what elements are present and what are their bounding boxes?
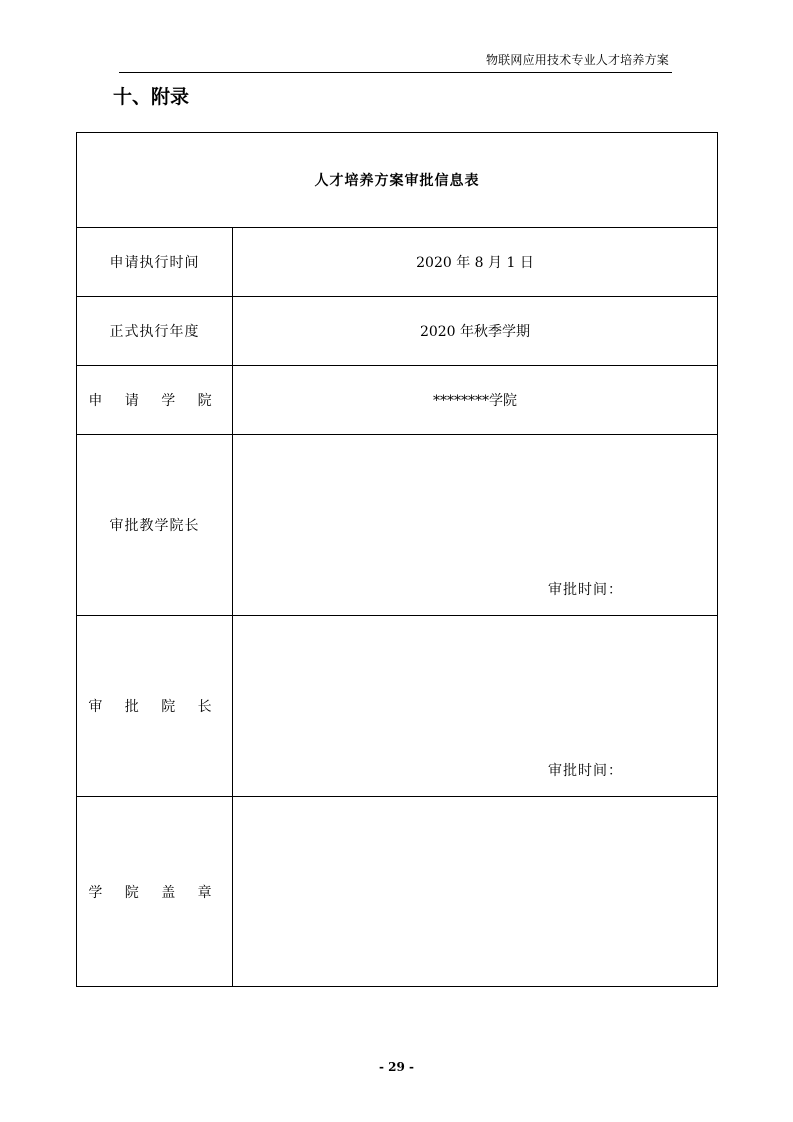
- dean-approval-row: [77, 435, 718, 616]
- document-header-title: 物联网应用技术专业人才培养方案: [485, 53, 669, 67]
- president-approval-time-label: 审批时间：: [548, 763, 623, 779]
- approval-info-table: [76, 132, 718, 987]
- table-row: [77, 297, 718, 366]
- college-seal-label: 学 院 盖 章: [77, 797, 233, 987]
- applying-college-label: 申 请 学 院: [77, 366, 233, 435]
- apply-time-label: 申请执行时间: [77, 228, 233, 297]
- president-approval-field: [233, 616, 718, 797]
- applying-college-value: ********学院: [233, 366, 718, 435]
- section-heading: 十、附录: [113, 86, 190, 108]
- college-seal-field: [233, 797, 718, 987]
- dean-approval-time-label: 审批时间：: [548, 582, 623, 598]
- page-number: - 29 -: [378, 1060, 414, 1074]
- header-divider: [119, 72, 672, 73]
- table-row: [77, 228, 718, 297]
- table-title-row: [77, 133, 718, 228]
- effective-year-label: 正式执行年度: [77, 297, 233, 366]
- effective-year-value: 2020 年秋季学期: [233, 297, 718, 366]
- president-approval-label: 审 批 院 长: [77, 616, 233, 797]
- president-approval-row: [77, 616, 718, 797]
- dean-approval-field: [233, 435, 718, 616]
- table-title: 人才培养方案审批信息表: [77, 133, 718, 228]
- table-row: [77, 366, 718, 435]
- apply-time-value: 2020 年 8 月 1 日: [233, 228, 718, 297]
- dean-approval-label: 审批教学院长: [77, 435, 233, 616]
- college-seal-row: [77, 797, 718, 987]
